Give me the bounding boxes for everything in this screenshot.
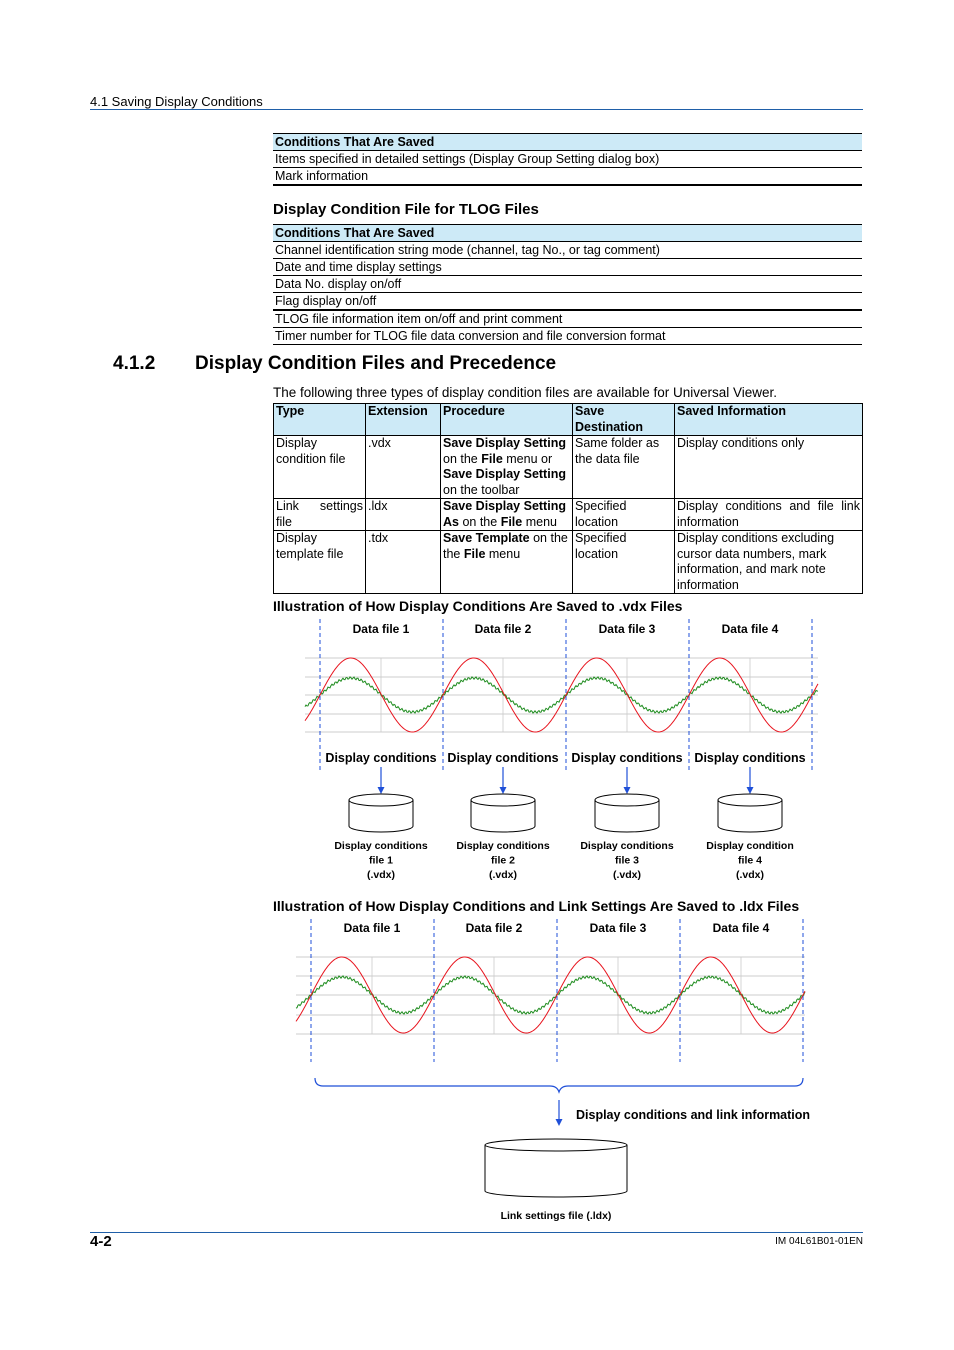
storage-cylinder-top bbox=[485, 1139, 627, 1151]
document-id: IM 04L61B01-01EN bbox=[775, 1236, 863, 1247]
procedure-cell: Save Template on the the File menu bbox=[441, 531, 573, 594]
menu-command: Save Template bbox=[443, 531, 530, 545]
vdx-file-label: file 1 bbox=[369, 854, 393, 867]
figure2-diagram bbox=[296, 919, 810, 1222]
menu-name: File bbox=[481, 451, 503, 466]
extension-cell: .ldx bbox=[366, 499, 441, 531]
toolbar-command: Save Display Setting bbox=[443, 467, 566, 481]
destination-cell: Specified location bbox=[573, 499, 675, 531]
vdx-file-label: Display conditions bbox=[334, 840, 428, 852]
menu-command: Save Display Setting bbox=[443, 436, 566, 450]
column-header: Save Destination bbox=[573, 404, 675, 436]
figure1-title: Illustration of How Display Conditions Are Saved to .vdx Files bbox=[273, 598, 683, 614]
figure2-title: Illustration of How Display Conditions and Link Settings Are Saved to .ldx Files bbox=[273, 898, 800, 914]
section-title: Display Condition Files and Precedence bbox=[195, 353, 557, 374]
data-file-label: Data file 3 bbox=[589, 921, 647, 935]
extension-cell: .tdx bbox=[366, 531, 441, 594]
figure1-diagram bbox=[305, 619, 818, 881]
menu-command: Save Display Setting As bbox=[443, 499, 566, 529]
tlog-heading: Display Condition File for TLOG Files bbox=[273, 201, 539, 218]
arrow-head bbox=[624, 787, 631, 794]
extension-cell: .vdx bbox=[366, 436, 441, 499]
type-cell: Link settings file bbox=[274, 499, 366, 531]
section-intro: The following three types of display condition files are available for Universal Viewer. bbox=[273, 385, 778, 400]
vdx-file-label: Display condition bbox=[706, 840, 794, 852]
procedure-text: menu bbox=[522, 514, 557, 529]
display-conditions-label: Display conditions bbox=[571, 751, 683, 765]
vdx-file-label: Display conditions bbox=[580, 840, 674, 852]
vdx-file-label: (.vdx) bbox=[366, 869, 396, 881]
column-header: Type bbox=[274, 404, 366, 436]
vdx-file-label: (.vdx) bbox=[612, 869, 642, 881]
table-row: Mark information bbox=[273, 168, 862, 186]
storage-cylinder-top bbox=[349, 794, 413, 806]
vdx-file-label: file 3 bbox=[615, 854, 639, 867]
menu-name: File bbox=[500, 514, 523, 529]
section-number: 4.1.2 bbox=[113, 353, 156, 374]
storage-cylinder-top bbox=[718, 794, 782, 806]
column-header: Extension bbox=[366, 404, 441, 436]
display-conditions-label: Display conditions bbox=[694, 751, 806, 765]
saved-info-cell: Display conditions and file link information bbox=[675, 499, 863, 531]
storage-cylinder-body bbox=[485, 1145, 627, 1197]
arrow-head bbox=[378, 787, 385, 794]
vdx-file-label: (.vdx) bbox=[735, 869, 765, 881]
ldx-file-label: Link settings file (.ldx) bbox=[500, 1210, 612, 1222]
saved-info-cell: Display conditions excluding cursor data numbers, mark information, and mark note information bbox=[675, 531, 863, 594]
arrow-head bbox=[500, 787, 507, 794]
data-file-label: Data file 2 bbox=[465, 921, 523, 935]
display-conditions-label: Display conditions bbox=[325, 751, 437, 765]
vdx-file-label: file 2 bbox=[491, 854, 515, 867]
page-number: 4-2 bbox=[90, 1233, 112, 1250]
arrow-head bbox=[747, 787, 754, 794]
column-header: Procedure bbox=[441, 404, 573, 436]
type-cell: Display condition file bbox=[274, 436, 366, 499]
data-file-label: Data file 3 bbox=[598, 622, 656, 636]
storage-cylinder-top bbox=[595, 794, 659, 806]
table-header: Conditions That Are Saved bbox=[273, 134, 862, 151]
procedure-text: on the bbox=[458, 514, 501, 529]
data-file-label: Data file 2 bbox=[474, 622, 532, 636]
procedure-text: on the toolbar bbox=[443, 482, 520, 497]
table-row: Data No. display on/off bbox=[273, 276, 862, 293]
table-row: Date and time display settings bbox=[273, 259, 862, 276]
destination-cell: Specified location bbox=[573, 531, 675, 594]
table-row: Items specified in detailed settings (Display Group Setting dialog box) bbox=[273, 151, 862, 168]
procedure-text: menu or bbox=[502, 451, 553, 466]
procedure-text: menu bbox=[485, 546, 521, 561]
vdx-file-label: (.vdx) bbox=[488, 869, 518, 881]
vdx-file-label: file 4 bbox=[738, 854, 762, 867]
table-row: Timer number for TLOG file data conversion and file conversion format bbox=[273, 328, 862, 345]
menu-name: File bbox=[463, 546, 486, 561]
arrow-head bbox=[556, 1119, 563, 1126]
table-row: TLOG file information item on/off and print comment bbox=[273, 310, 862, 328]
storage-cylinder-top bbox=[471, 794, 535, 806]
saved-info-cell: Display conditions only bbox=[675, 436, 863, 499]
vdx-file-label: Display conditions bbox=[456, 840, 550, 852]
destination-cell: Same folder as the data file bbox=[573, 436, 675, 499]
data-file-label: Data file 4 bbox=[721, 622, 779, 636]
grouping-brace bbox=[315, 1078, 803, 1092]
column-header: Saved Information bbox=[675, 404, 863, 436]
running-header: 4.1 Saving Display Conditions bbox=[90, 94, 263, 109]
table-header: Conditions That Are Saved bbox=[273, 225, 862, 242]
procedure-text: on the bbox=[443, 451, 482, 466]
procedure-text: on the bbox=[529, 531, 568, 545]
table-row: Channel identification string mode (channel, tag No., or tag comment) bbox=[273, 242, 862, 259]
table-row: Flag display on/off bbox=[273, 293, 862, 311]
footer-rule bbox=[90, 1232, 863, 1233]
data-file-label: Data file 4 bbox=[712, 921, 770, 935]
data-file-label: Data file 1 bbox=[352, 622, 410, 636]
link-info-label: Display conditions and link information bbox=[576, 1108, 811, 1122]
display-conditions-label: Display conditions bbox=[447, 751, 559, 765]
type-cell: Display template file bbox=[274, 531, 366, 594]
data-file-label: Data file 1 bbox=[343, 921, 401, 935]
